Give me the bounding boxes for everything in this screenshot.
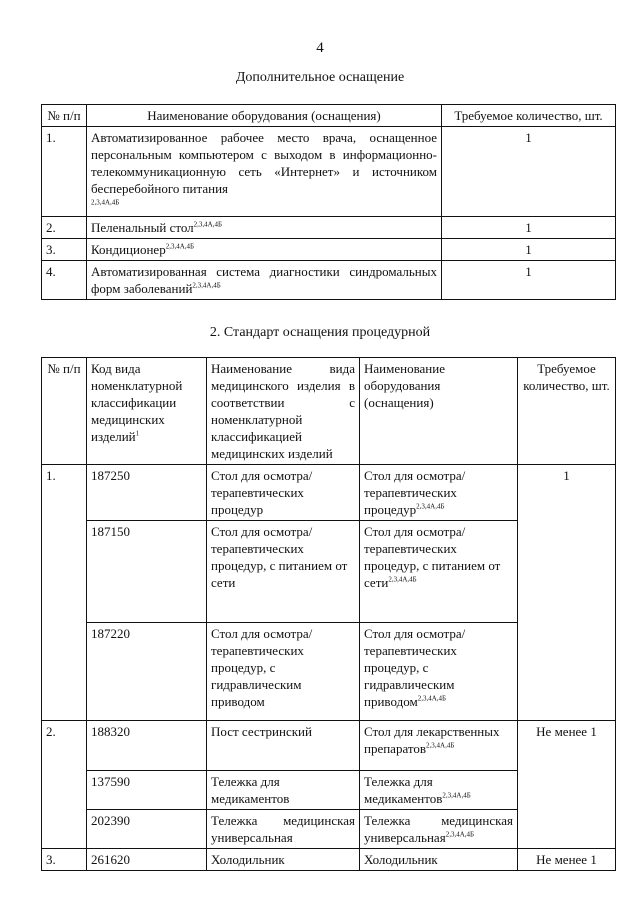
row-qty: 1 (442, 261, 616, 300)
row-code: 261620 (87, 849, 207, 871)
row-kind: Стол для осмотра/ терапевтических процедур, с гидравлическим приводом (207, 623, 360, 721)
header-code-footnote: 1 (135, 429, 140, 438)
header-kind: Наименование вида медицинского изделия в соответствии с номенклатурной классификацией медицинских изделий (207, 358, 360, 465)
row-code: 187150 (87, 521, 207, 623)
row-equip (360, 623, 518, 721)
row-footnote: 2,3,4А,4Б (192, 281, 221, 290)
row-footnote: 2,3,4А,4Б (193, 220, 222, 229)
row-num: 2. (42, 217, 87, 239)
row-code: 137590 (87, 771, 207, 810)
header-num: № п/п (42, 358, 87, 465)
header-num: № п/п (42, 105, 87, 127)
row-footnote: 2,3,4А,4Б (91, 198, 120, 207)
row-equip: Холодильник (360, 849, 518, 871)
row-name (87, 261, 442, 300)
header-qty: Требуемое количество, шт. (442, 105, 616, 127)
row-equip-text: Стол для осмотра/ терапевтических процедур, с гидравлическим приводом (364, 626, 466, 709)
row-num: 3. (42, 849, 87, 871)
header-code (87, 358, 207, 465)
table-row (42, 239, 616, 261)
table-row (42, 217, 616, 239)
table-row (42, 465, 616, 521)
row-kind: Стол для осмотра/ терапевтических процедур (207, 465, 360, 521)
row-equip (360, 771, 518, 810)
row-qty: 1 (442, 217, 616, 239)
table-row (42, 721, 616, 771)
row-equip-text: Тележка для медикаментов (364, 774, 443, 806)
row-equip-text: Стол для лекарственных препаратов (364, 724, 500, 756)
row-footnote: 2,3,4А,4Б (388, 575, 417, 584)
row-num: 4. (42, 261, 87, 300)
row-equip-text: Тележка медицинская универсальная (364, 813, 513, 845)
row-footnote: 2,3,4А,4Б (445, 830, 475, 839)
row-equip (360, 721, 518, 771)
row-kind: Стол для осмотра/ терапевтических процедур, с питанием от сети (207, 521, 360, 623)
procedure-room-table (41, 357, 616, 871)
row-qty: 1 (518, 465, 616, 721)
row-name (87, 217, 442, 239)
table-row (42, 127, 616, 217)
table-header-row (42, 358, 616, 465)
header-code-text: Код вида номенклатурной классификации медицинских изделий (91, 361, 183, 444)
row-name-text: Автоматизированная система диагностики синдромальных форм заболеваний (91, 264, 437, 296)
row-kind: Тележка для медикаментов (207, 771, 360, 810)
section-title-procedure-room: 2. Стандарт оснащения процедурной (209, 325, 431, 340)
header-qty: Требуемое количество, шт. (518, 358, 616, 465)
row-equip-text: Стол для осмотра/ терапевтических процедур, с питанием от сети (364, 524, 501, 590)
page-number: 4 (316, 40, 324, 56)
row-num: 1. (42, 465, 87, 721)
row-name (87, 239, 442, 261)
row-equip (360, 465, 518, 521)
row-num: 3. (42, 239, 87, 261)
row-qty: 1 (442, 127, 616, 217)
row-equip (360, 521, 518, 623)
header-name: Наименование оборудования (оснащения) (87, 105, 442, 127)
row-footnote: 2,3,4А,4Б (442, 791, 471, 800)
row-kind: Холодильник (207, 849, 360, 871)
row-equip (360, 810, 518, 849)
row-name-text: Пеленальный стол (91, 220, 194, 235)
row-code: 187220 (87, 623, 207, 721)
row-code: 202390 (87, 810, 207, 849)
row-qty: Не менее 1 (518, 721, 616, 849)
row-num: 2. (42, 721, 87, 849)
row-name (87, 127, 442, 217)
table-row (42, 849, 616, 871)
row-footnote: 2,3,4А,4Б (165, 242, 195, 251)
row-qty: 1 (442, 239, 616, 261)
row-code: 187250 (87, 465, 207, 521)
row-code: 188320 (87, 721, 207, 771)
row-name-text: Автоматизированное рабочее место врача, оснащенное персональным компьютером с выходом в информационно-телекоммуникационную сеть «Интернет» и источником бесперебойного питания (91, 130, 437, 196)
row-qty: Не менее 1 (518, 849, 616, 871)
row-num: 1. (42, 127, 87, 217)
row-footnote: 2,3,4А,4Б (417, 694, 447, 703)
table-row (42, 261, 616, 300)
row-footnote: 2,3,4А,4Б (426, 741, 455, 750)
table-header-row (42, 105, 616, 127)
row-name-text: Кондиционер (91, 242, 166, 257)
additional-equipment-table (41, 104, 616, 300)
row-footnote: 2,3,4А,4Б (416, 502, 445, 511)
row-kind: Пост сестринский (207, 721, 360, 771)
row-equip-text: Стол для осмотра/ терапевтических процедур (364, 468, 466, 517)
row-kind: Тележка медицинская универсальная (207, 810, 360, 849)
section-title-additional-equipment: Дополнительное оснащение (235, 70, 405, 85)
header-equip: Наименование оборудования (оснащения) (360, 358, 518, 465)
